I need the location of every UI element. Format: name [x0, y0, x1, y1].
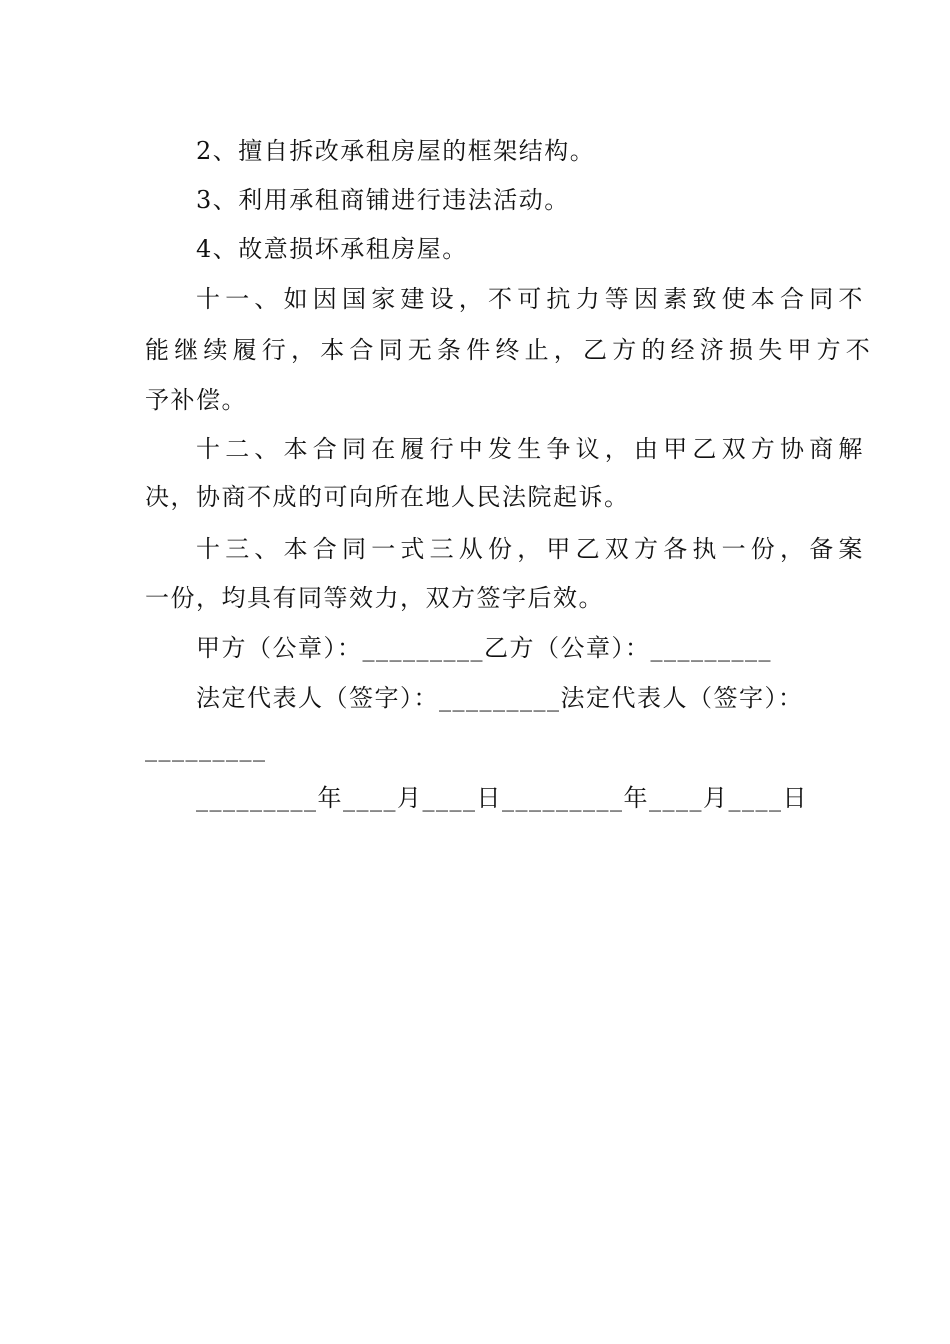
legal-rep-signature-line: 法定代表人（签字）：_________法定代表人（签字）： — [196, 684, 804, 712]
clause-11-line-2: 能继续履行，本合同无条件终止，乙方的经济损失甲方不 — [145, 336, 875, 364]
clause-12-line-1: 十二、本合同在履行中发生争议，由甲乙双方协商解 — [196, 435, 868, 463]
clause-item-3: 3、利用承租商铺进行违法活动。 — [196, 186, 570, 214]
clause-11-line-1: 十一、如因国家建设，不可抗力等因素致使本合同不 — [196, 285, 868, 313]
date-line: _________年____月____日_________年____月____日 — [196, 784, 808, 812]
clause-13-line-1: 十三、本合同一式三从份，甲乙双方各执一份，备案 — [196, 535, 868, 563]
clause-item-2: 2、擅自拆改承租房屋的框架结构。 — [196, 137, 596, 165]
clause-item-4: 4、故意损坏承租房屋。 — [196, 235, 468, 263]
legal-rep-signature-blank: _________ — [145, 734, 267, 762]
clause-12-line-2: 决，协商不成的可向所在地人民法院起诉。 — [145, 483, 630, 511]
clause-13-line-2: 一份，均具有同等效力，双方签字后效。 — [145, 584, 604, 612]
party-seal-line: 甲方（公章）：_________乙方（公章）：_________ — [196, 634, 772, 662]
clause-11-line-3: 予补偿。 — [145, 386, 247, 414]
